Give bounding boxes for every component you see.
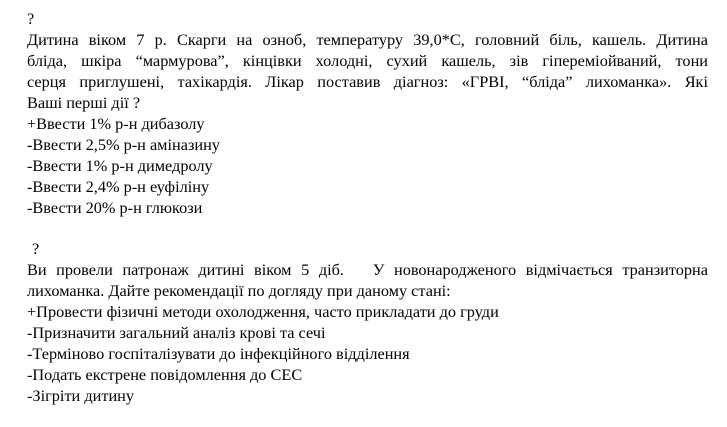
question-2	[27, 238, 708, 406]
answer-option: -Подать екстрене повідомлення до СЕС	[27, 365, 303, 384]
question-marker: ?	[27, 9, 35, 28]
answer-option: +Ввести 1% р-н дибазолу	[27, 114, 205, 133]
question-text-line: бліда, шкіра “мармурова”, кінцівки холодні, сухий кашель, зів гіпереміойваний, тони	[27, 51, 708, 70]
question-text-line: Дитина віком 7 р. Скарги на озноб, температуру 39,0*С, головний біль, кашель. Дитина	[27, 30, 708, 49]
question-text-line: Ви провели патронаж дитині віком 5 діб. У новонародженого відмічається транзиторна	[27, 260, 708, 279]
answer-option: -Призначити загальний аналіз крові та сечі	[27, 323, 326, 342]
question-text-line: серця приглушені, тахікардія. Лікар поставив діагноз: «ГРВІ, “бліда” лихоманка». Які	[27, 72, 708, 91]
question-1	[27, 8, 708, 218]
answer-option: -Ввести 2,5% р-н аміназину	[27, 135, 220, 154]
answer-option: -Ввести 2,4% р-н еуфіліну	[27, 177, 210, 196]
question-marker: ?	[32, 239, 40, 258]
answer-option: -Ввести 20% р-н глюкози	[27, 198, 203, 217]
answer-option: +Провести фізичні методи охолодження, часто прикладати до груди	[27, 302, 499, 321]
answer-option: -Терміново госпіталізувати до інфекційного відділення	[27, 344, 410, 363]
question-text-line: Ваші перші дії ?	[27, 93, 141, 112]
question-text-line: лихоманка. Дайте рекомендації по догляду при даному стані:	[27, 281, 451, 300]
answer-option: -Зігріти дитину	[27, 386, 135, 405]
answer-option: -Ввести 1% р-н димедролу	[27, 156, 213, 175]
